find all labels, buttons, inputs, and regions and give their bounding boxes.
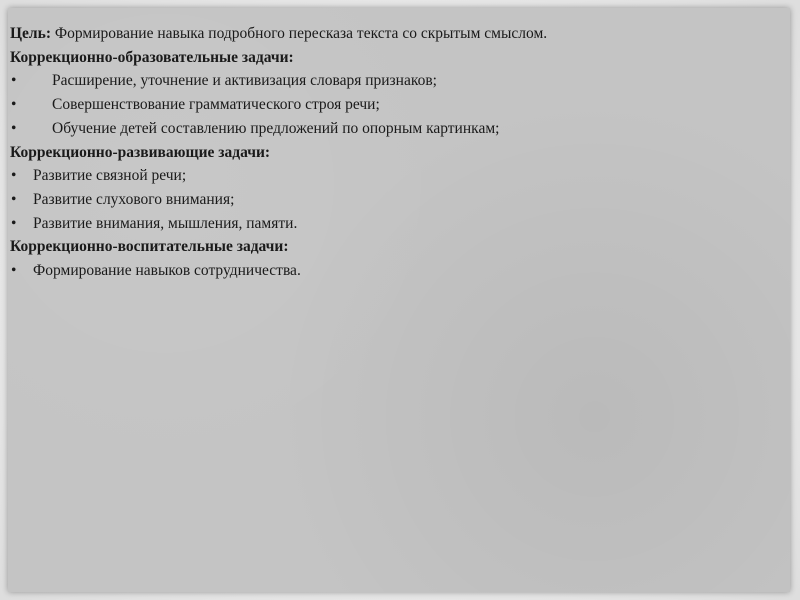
list-item	[10, 164, 782, 188]
list-item	[10, 69, 782, 93]
bullet-icon: •	[11, 262, 17, 280]
list-item-text: Обучение детей составлению предложений по опорным картинкам;	[52, 119, 500, 137]
bullet-icon: •	[11, 167, 17, 185]
slide-content	[10, 22, 782, 283]
section-heading-developmental: Коррекционно-развивающие задачи:	[10, 143, 271, 161]
list-item-text: Формирование навыков сотрудничества.	[33, 262, 301, 280]
section-heading-educational: Коррекционно-образовательные задачи:	[10, 48, 294, 66]
list-item	[10, 259, 782, 283]
list-item	[10, 212, 782, 236]
bullet-icon: •	[11, 72, 17, 90]
list-item	[10, 117, 782, 141]
goal-label: Цель:	[10, 25, 51, 42]
list-item-text: Расширение, уточнение и активизация словаря признаков;	[52, 72, 437, 90]
goal-line	[10, 22, 782, 46]
list-item-text: Развитие слухового внимания;	[33, 190, 235, 208]
goal-text: Формирование навыка подробного пересказа текста со скрытым смыслом.	[51, 25, 548, 42]
list-item	[10, 93, 782, 117]
list-item-text: Развитие внимания, мышления, памяти.	[33, 214, 298, 232]
bullet-icon: •	[11, 214, 17, 232]
bullet-icon: •	[11, 119, 17, 137]
list-item	[10, 188, 782, 212]
list-item-text: Развитие связной речи;	[33, 167, 187, 185]
bullet-icon: •	[11, 190, 17, 208]
slide	[8, 8, 790, 592]
section-heading-upbringing: Коррекционно-воспитательные задачи:	[10, 238, 289, 256]
bullet-icon: •	[11, 96, 17, 114]
list-item-text: Совершенствование грамматического строя речи;	[52, 96, 380, 114]
